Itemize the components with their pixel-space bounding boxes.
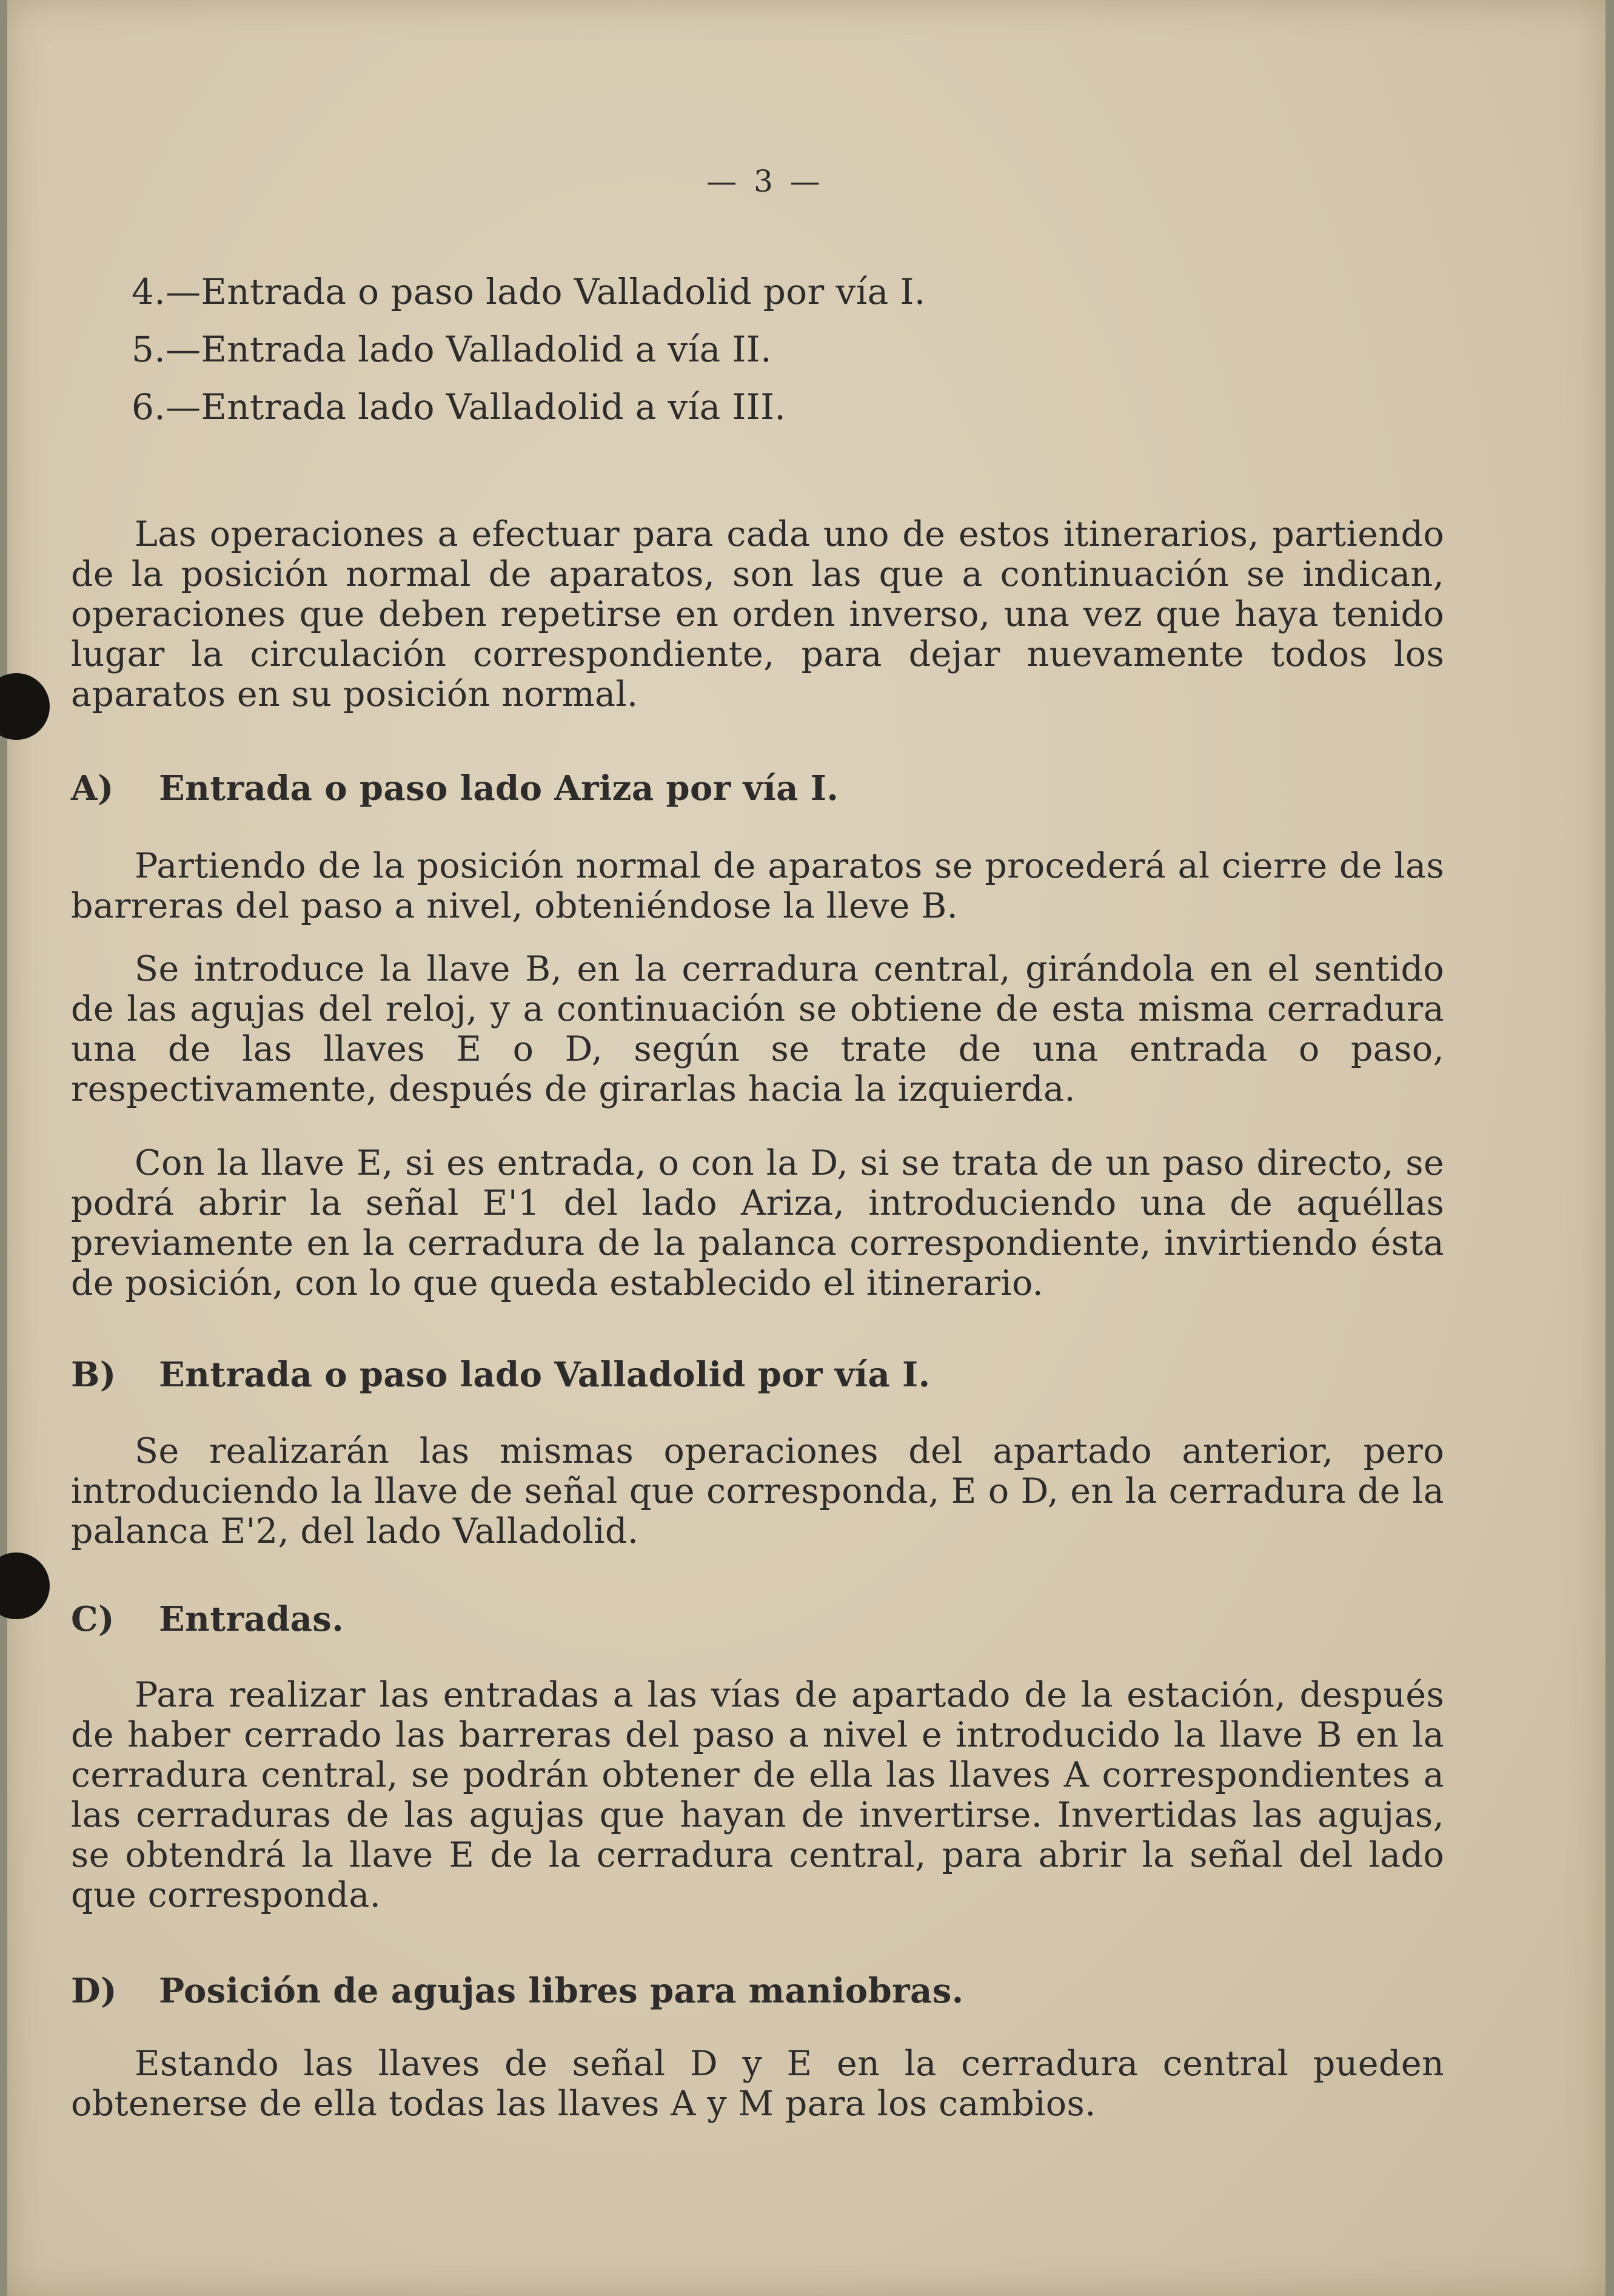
section-d-title: Posición de agujas libres para maniobras. — [159, 1971, 964, 2011]
section-c-title: Entradas. — [159, 1599, 344, 1639]
section-a-paragraph-3: Con la llave E, si es entrada, o con la D, si se trata de un paso directo, se podrá abrir la señal E'1 del lado Ariza, introduciendo una de aquéllas previamente en la cerradura de la palanca correspondiente, invirtiendo ésta de posición, con lo que queda establecido el itinerario. — [71, 1143, 1444, 1303]
section-c-letter: C) — [71, 1599, 115, 1639]
section-b-letter: B) — [71, 1355, 116, 1395]
section-d-heading — [71, 1973, 964, 2010]
section-a-letter: A) — [71, 768, 114, 808]
intro-paragraph: Las operaciones a efectuar para cada uno de estos itinerarios, partiendo de la posición normal de aparatos, son las que a continuación se indican, operaciones que deben repetirse en orden inverso, una vez que haya tenido lugar la circulación correspondiente, para dejar nuevamente todos los aparatos en su posición normal. — [71, 514, 1444, 714]
punch-hole-top — [0, 673, 50, 740]
section-c-heading — [71, 1601, 344, 1639]
section-b-title: Entrada o paso lado Valladolid por vía I. — [159, 1355, 931, 1395]
section-c-paragraph: Para realizar las entradas a las vías de apartado de la estación, después de haber cerrado las barreras del paso a nivel e introducido la llave B en la cerradura central, se podrán obtener de ella las llaves A correspondientes a las cerraduras de las agujas que hayan de invertirse. Invertidas las agujas, se obtendrá la llave E de la cerradura central, para abrir la señal del lado que corresponda. — [71, 1675, 1444, 1915]
page-number: — 3 — — [706, 164, 824, 199]
section-a-heading — [71, 770, 839, 808]
section-b-heading — [71, 1357, 931, 1394]
section-d-paragraph: Estando las llaves de señal D y E en la cerradura central pueden obtenerse de ella todas las llaves A y M para los cambios. — [71, 2044, 1444, 2124]
section-b-paragraph: Se realizarán las mismas operaciones del apartado anterior, pero introduciendo la llave de señal que corresponda, E o D, en la cerradura de la palanca E'2, del lado Valladolid. — [71, 1431, 1444, 1551]
section-a-title: Entrada o paso lado Ariza por vía I. — [159, 768, 839, 808]
section-d-letter: D) — [71, 1971, 117, 2011]
section-a-paragraph-2: Se introduce la llave B, en la cerradura central, girándola en el sentido de las agujas del reloj, y a continuación se obtiene de esta misma cerradura una de las llaves E o D, según se trate de una entrada o paso, respectivamente, después de girarlas hacia la izquierda. — [71, 949, 1444, 1109]
punch-hole-bottom — [0, 1552, 50, 1619]
list-item-6: 6.—Entrada lado Valladolid a vía III. — [132, 386, 786, 428]
section-a-paragraph-1: Partiendo de la posición normal de aparatos se procederá al cierre de las barreras del paso a nivel, obteniéndose la lleve B. — [71, 846, 1444, 926]
list-item-4: 4.—Entrada o paso lado Valladolid por vía I. — [132, 271, 926, 312]
list-item-5: 5.—Entrada lado Valladolid a vía II. — [132, 329, 772, 370]
document-page — [7, 0, 1606, 2296]
